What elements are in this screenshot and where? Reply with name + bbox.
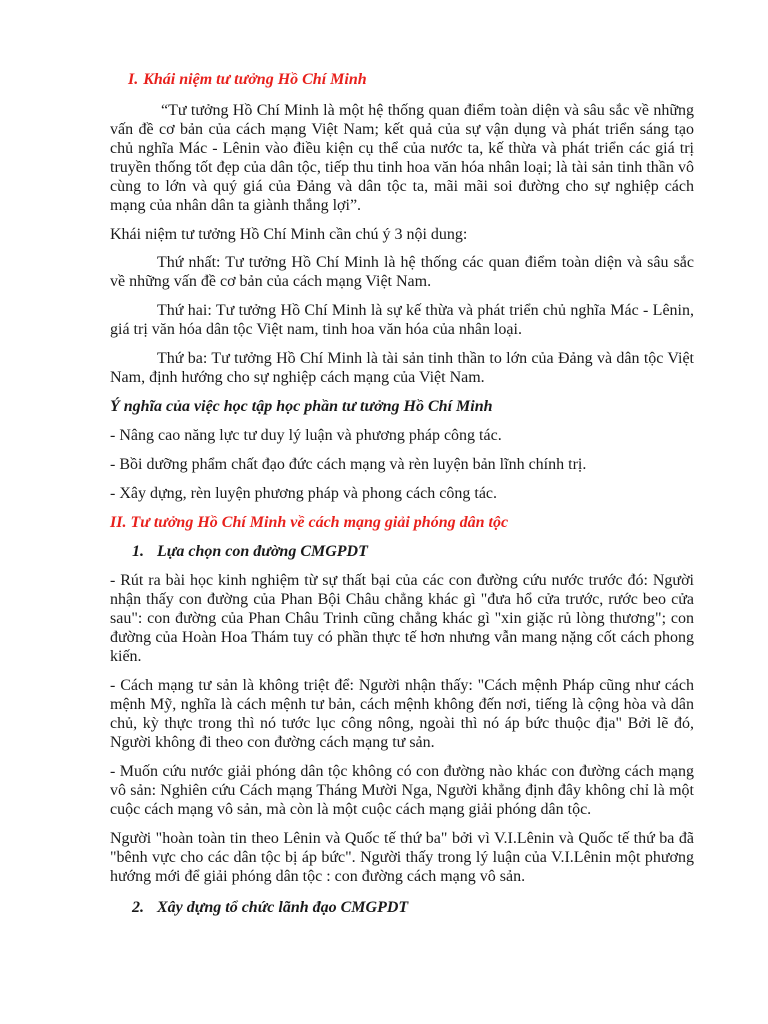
meaning-item: - Bồi dưỡng phẩm chất đạo đức cách mạng và rèn luyện bản lĩnh chính trị. [110,456,587,473]
section-2-heading: II. Tư tưởng Hồ Chí Minh về cách mạng giải phóng dân tộc [110,514,509,531]
point-second: Thứ hai: Tư tưởng Hồ Chí Minh là sự kế thừa và phát triển chủ nghĩa Mác - Lênin, giá trị văn hóa dân tộc Việt nam, tinh hoa văn hóa của nhân loại. [110,302,694,338]
subsection-1-number: 1. [132,543,144,560]
body-paragraph: - Cách mạng tư sản là không triệt để: Người nhận thấy: "Cách mệnh Pháp cũng như cách mệnh Mỹ, nghĩa là cách mệnh tư bản, cách mệnh không đến nơi, tiếng là cộng hòa và dân chủ, kỳ thực trong thì nó tước lục công nông, ngoài thì nó áp bức thuộc địa" Bởi lẽ đó, Người không đi theo con đường cách mạng tư sản. [110,677,694,751]
point-first: Thứ nhất: Tư tưởng Hồ Chí Minh là hệ thống các quan điểm toàn diện và sâu sắc về những vấn đề cơ bản của cách mạng Việt Nam. [110,254,694,290]
body-paragraph: - Rút ra bài học kinh nghiệm từ sự thất bại của các con đường cứu nước trước đó: Người nhận thấy con đường của Phan Bội Châu chẳng khác gì "đưa hổ cửa trước, rước beo cửa sau": con đường của Phan Châu Trinh cũng chẳng khác gì "xin giặc rủ lòng thương"; con đường của Hoàn Hoa Thám tuy có phần thực tế hơn nhưng vẫn mang nặng cốt cách phong kiến. [110,572,694,665]
body-paragraph: - Muốn cứu nước giải phóng dân tộc không có con đường nào khác con đường cách mạng vô sản: Nghiên cứu Cách mạng Tháng Mười Nga, Người khẳng định đây không chỉ là một cuộc cách mạng vô sản, mà còn là một cuộc cách mạng giải phóng dân tộc. [110,763,694,818]
subsection-2-title: Xây dựng tổ chức lãnh đạo CMGPDT [157,899,409,916]
meaning-item: - Xây dựng, rèn luyện phương pháp và phong cách công tác. [110,485,498,502]
body-paragraph: Người "hoàn toàn tin theo Lênin và Quốc tế thứ ba" bởi vì V.I.Lênin và Quốc tế thứ ba đã "bênh vực cho các dân tộc bị áp bức". Người thấy trong lý luận của V.I.Lênin một phương hướng mới để giải phóng dân tộc : con đường cách mạng vô sản. [110,830,694,885]
section-1-heading [128,70,694,89]
intro-paragraph: Khái niệm tư tưởng Hồ Chí Minh cần chú ý 3 nội dung: [110,226,468,243]
subsection-1-title: Lựa chọn con đường CMGPDT [157,543,368,560]
section-1-title: Khái niệm tư tưởng Hồ Chí Minh [143,71,367,88]
meaning-heading: Ý nghĩa của việc học tập học phần tư tưởng Hồ Chí Minh [110,398,493,415]
subsection-2-heading [132,898,694,917]
meaning-item: - Nâng cao năng lực tư duy lý luận và phương pháp công tác. [110,427,502,444]
definition-quote: “Tư tưởng Hồ Chí Minh là một hệ thống quan điểm toàn diện và sâu sắc về những vấn đề cơ bản của cách mạng Việt Nam; kết quả của sự vận dụng và phát triển sáng tạo chủ nghĩa Mác - Lênin vào điều kiện cụ thể của nước ta, kế thừa và phát triển các giá trị truyền thống tốt đẹp của dân tộc, tiếp thu tinh hoa văn hóa nhân loại; là tài sản tinh thần vô cùng to lớn và quý giá của Đảng và dân tộc ta, mãi mãi soi đường cho sự nghiệp cách mạng của nhân dân ta giành thắng lợi”. [110,102,694,214]
section-1-number: I. [128,71,139,88]
point-third: Thứ ba: Tư tưởng Hồ Chí Minh là tài sản tinh thần to lớn của Đảng và dân tộc Việt Nam, định hướng cho sự nghiệp cách mạng của Việt Nam. [110,350,694,386]
subsection-2-number: 2. [132,899,144,916]
subsection-1-heading [132,542,694,561]
